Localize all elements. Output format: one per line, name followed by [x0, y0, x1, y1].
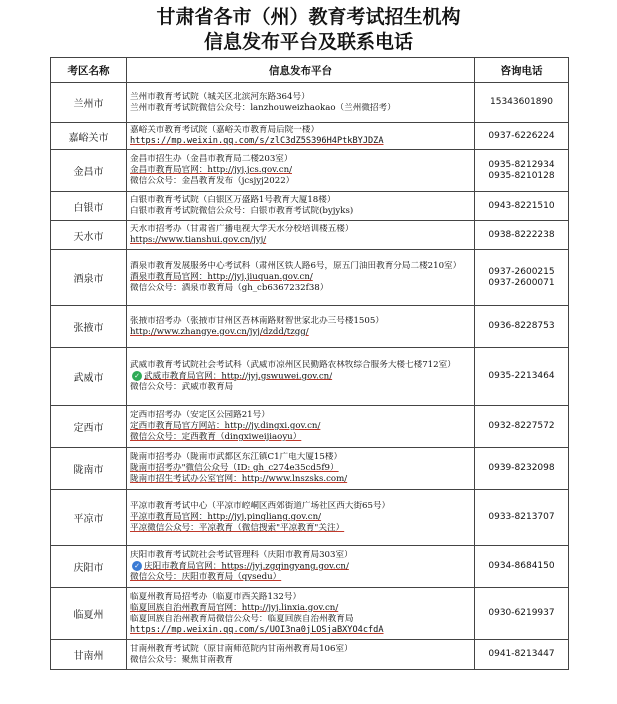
info-cell [127, 588, 475, 640]
website-link[interactable]: https://www.tianshui.gov.cn/jyj/ [130, 235, 267, 245]
wechat-line: 平凉微信公众号：平凉教育（微信搜索"平凉教育"关注） [130, 523, 345, 533]
table-row [51, 546, 569, 588]
info-line: 白银市教育考试院（白银区万盛路1号教育大厦18楼） [130, 195, 336, 205]
phone-cell [475, 640, 569, 670]
wechat-line: 白银市教育考试院微信公众号：白银市教育考试院(byjyks) [130, 206, 354, 216]
region-cell: 临夏州 [51, 588, 127, 640]
wechat-link[interactable]: https://mp.weixin.qq.com/s/UOI3na0jLOSjaBXYO4cfdA [130, 624, 384, 635]
wechat-line: 微信公众号：酒泉市教育局（gh_cb6367232f38） [130, 283, 329, 293]
region-cell: 庆阳市 [51, 546, 127, 588]
table-row [51, 490, 569, 546]
wechat-line: 微信公众号：定西教育（dingxiweijiaoyu） [130, 432, 302, 442]
wechat-line: 微信公众号：庆阳市教育局（qysedu） [130, 572, 282, 583]
info-cell [127, 490, 475, 546]
phone-number: 0939-8232098 [488, 463, 555, 473]
info-cell [127, 221, 475, 250]
table-row [51, 150, 569, 192]
info-line: 嘉峪关市教育考试院（嘉峪关市教育局后院一楼） [130, 125, 320, 135]
wechat-line: 兰州市教育考试院微信公众号：lanzhouweizhaokao（兰州微招考） [130, 102, 396, 113]
header-phone: 咨询电话 [475, 58, 569, 83]
wechat-line: 微信公众号：武威市教育局 [130, 382, 234, 393]
info-line: 金昌市招生办（金昌市教育局二楼203室） [130, 154, 293, 164]
info-line: 甘南州教育考试院（原甘南师范院内甘南州教育局106室） [130, 643, 353, 654]
table-header-row [51, 58, 569, 83]
phone-number: 0937-2600071 [488, 277, 555, 288]
phone-cell [475, 588, 569, 640]
info-cell [127, 83, 475, 123]
region-cell: 白银市 [51, 192, 127, 221]
info-line: 张掖市招考办（张掖市甘州区吾林南路财智世家北办三号楼1505） [130, 315, 384, 326]
verified-icon: ✓ [132, 371, 142, 381]
wechat-line: 临夏回族自治州教育局微信公众号：临夏回族自治州教育局 [130, 613, 354, 624]
region-cell: 嘉峪关市 [51, 123, 127, 150]
phone-number: 15343601890 [490, 97, 553, 107]
website-link[interactable]: http://www.zhangye.gov.cn/jyj/dzdd/tzgg/ [130, 326, 309, 337]
website-link[interactable]: 庆阳市教育局官网：https://jyj.zgqingyang.gov.cn/ [144, 561, 349, 572]
table-row [51, 448, 569, 490]
info-cell [127, 150, 475, 192]
table-row [51, 306, 569, 348]
page-title: 甘肃省各市（州）教育考试招生机构 [156, 6, 461, 28]
info-line: 天水市招考办（甘肃省广播电视大学天水分校培训楼五楼） [130, 224, 354, 234]
phone-number: 0935-8212934 [488, 159, 555, 170]
region-cell: 平凉市 [51, 490, 127, 546]
region-cell: 兰州市 [51, 83, 127, 123]
contact-table [50, 57, 569, 670]
phone-number: 0932-8227572 [488, 421, 555, 431]
phone-number: 0937-6226224 [488, 130, 555, 141]
phone-cell [475, 123, 569, 150]
wechat-line: 微信公众号：聚焦甘南教育 [130, 654, 234, 665]
region-cell: 定西市 [51, 406, 127, 448]
header-region: 考区名称 [51, 58, 127, 83]
table-row [51, 221, 569, 250]
website-link[interactable]: 平凉市教育局官网：http://jyj.pingliang.gov.cn/ [130, 512, 322, 522]
region-cell: 天水市 [51, 221, 127, 250]
region-cell: 陇南市 [51, 448, 127, 490]
phone-cell [475, 448, 569, 490]
info-line: 酒泉市教育发展服务中心考试科（肃州区铁人路6号，原五门油田教育分局二楼210室） [130, 261, 462, 271]
website-link[interactable]: 陇南市招生考试办公室官网：http://www.lnszsks.com/ [130, 474, 348, 484]
phone-cell [475, 546, 569, 588]
region-cell: 甘南州 [51, 640, 127, 670]
phone-cell [475, 306, 569, 348]
table-row [51, 406, 569, 448]
region-cell: 武威市 [51, 348, 127, 406]
region-cell: 金昌市 [51, 150, 127, 192]
phone-cell [475, 348, 569, 406]
phone-number: 0935-2213464 [488, 371, 555, 381]
website-line [130, 371, 471, 383]
shield-icon: ✓ [132, 561, 142, 571]
table-row [51, 250, 569, 306]
table-row [51, 588, 569, 640]
phone-cell [475, 250, 569, 306]
website-link[interactable]: 定西市教育局官方网站：http://jy.dingxi.gov.cn/ [130, 421, 321, 431]
info-cell [127, 448, 475, 490]
phone-number: 0941-8213447 [488, 649, 555, 659]
website-link[interactable]: 临夏回族自治州教育局官网：http://jyj.linxia.gov.cn/ [130, 602, 339, 613]
table-row [51, 123, 569, 150]
region-cell: 张掖市 [51, 306, 127, 348]
info-cell [127, 123, 475, 150]
info-cell [127, 546, 475, 588]
wechat-line: 微信公众号：金昌教育发布（jcsjyj2022） [130, 176, 295, 186]
info-line: 武威市教育考试院社会考试科（武威市凉州区民勤路农林牧综合服务大楼七楼712室） [130, 359, 456, 370]
wechat-line: 陇南市招考办"微信公众号（ID: gh_c274e35cd5f9） [130, 463, 339, 473]
page-subtitle: 信息发布平台及联系电话 [203, 31, 413, 53]
phone-number: 0936-8228753 [488, 321, 555, 331]
region-cell: 酒泉市 [51, 250, 127, 306]
website-link[interactable]: 金昌市教育局官网：http://jyj.jcs.gov.cn/ [130, 165, 292, 175]
table-row [51, 192, 569, 221]
info-cell [127, 406, 475, 448]
table-row [51, 83, 569, 123]
info-cell [127, 306, 475, 348]
table-row [51, 348, 569, 406]
website-line [130, 561, 471, 573]
phone-number: 0933-8213707 [488, 512, 555, 522]
phone-number: 0938-8222238 [488, 229, 555, 240]
phone-number: 0943-8221510 [488, 200, 555, 211]
phone-number: 0934-8684150 [488, 561, 555, 571]
phone-cell [475, 83, 569, 123]
website-link[interactable]: 武威市教育局官网：http://jyj.gswuwei.gov.cn/ [144, 371, 333, 382]
info-line: 定西市招考办（安定区公园路21号） [130, 410, 270, 420]
info-line: 平凉市教育考试中心（平凉市崆峒区西郊街道广场社区西大街65号） [130, 501, 391, 511]
wechat-link[interactable]: https://mp.weixin.qq.com/s/zlC3dZ5S396H4PtkBYJDZA [130, 136, 384, 146]
phone-number: 0937-2600215 [488, 266, 555, 277]
table-row [51, 640, 569, 670]
phone-cell [475, 490, 569, 546]
phone-cell [475, 406, 569, 448]
header-platform: 信息发布平台 [127, 58, 475, 83]
phone-cell [475, 192, 569, 221]
phone-cell [475, 150, 569, 192]
info-cell [127, 250, 475, 306]
info-cell [127, 192, 475, 221]
phone-cell [475, 221, 569, 250]
info-line: 庆阳市教育考试院社会考试管理科（庆阳市教育局303室） [130, 549, 353, 560]
info-cell [127, 640, 475, 670]
phone-number: 0935-8210128 [488, 170, 555, 181]
info-line: 陇南市招考办（陇南市武都区东江镇C1广电大厦15楼） [130, 452, 343, 462]
info-line: 兰州市教育考试院（城关区北滨河东路364号） [130, 91, 310, 102]
info-line: 临夏州教育局招考办（临夏市西关路132号） [130, 591, 302, 602]
phone-number: 0930-6219937 [488, 608, 555, 618]
info-cell [127, 348, 475, 406]
website-link[interactable]: 酒泉市教育局官网：http://jyj.jiuquan.gov.cn/ [130, 272, 313, 282]
